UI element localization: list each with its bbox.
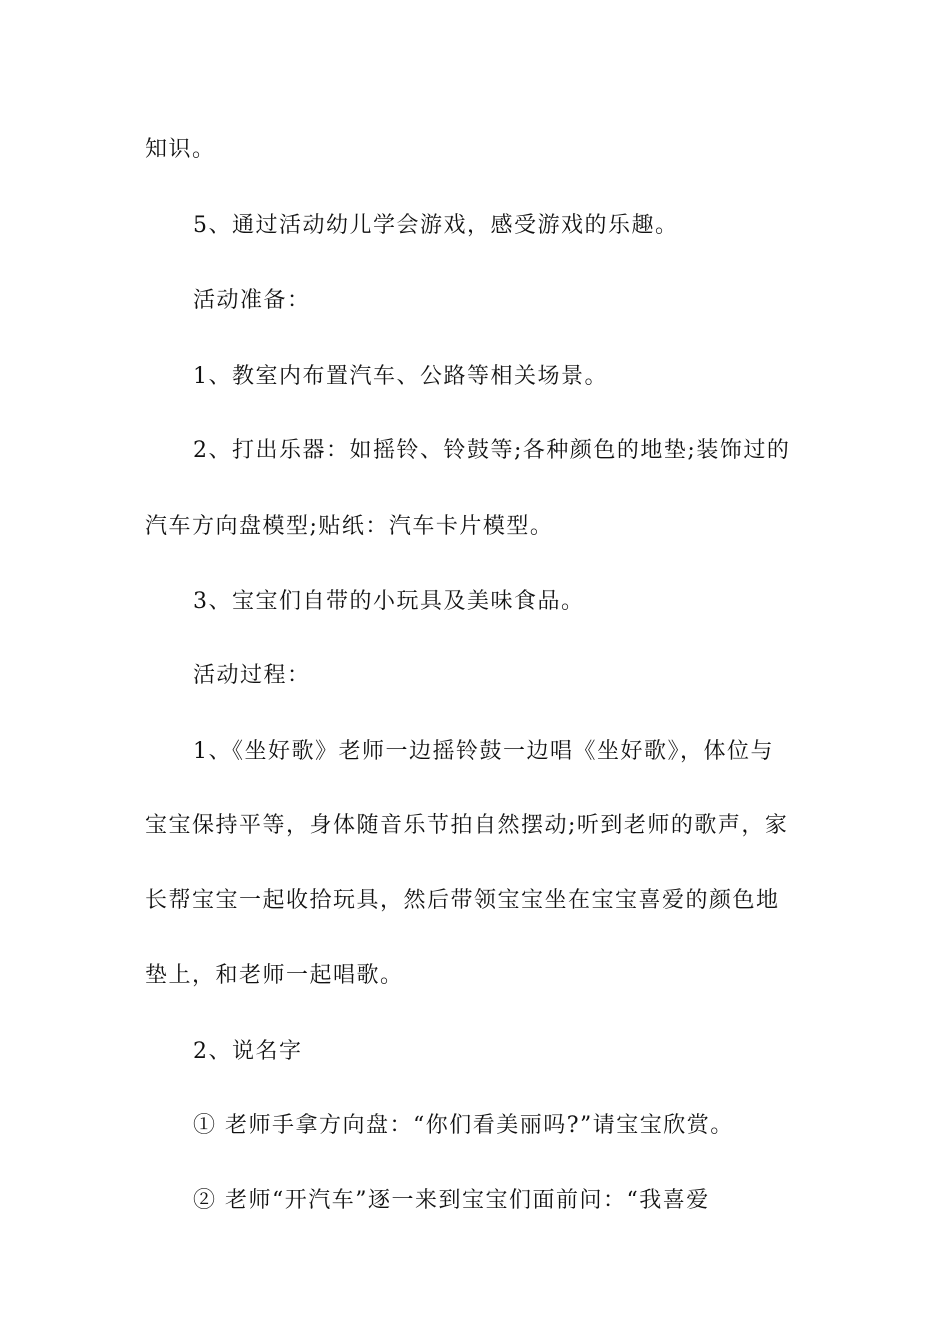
preparation-item-1: 1、教室内布置汽车、公路等相关场景。 — [193, 364, 608, 389]
preparation-item-2: 2、打出乐器：如摇铃、铃鼓等;各种颜色的地垫;装饰过的 — [193, 438, 791, 463]
process-item-1-line-2: 宝宝保持平等，身体随音乐节拍自然摆动;听到老师的歌声，家 — [145, 813, 789, 838]
process-item-1: 1、《坐好歌》老师一边摇铃鼓一边唱《坐好歌》，体位与 — [193, 739, 774, 764]
goal-item-5: 5、通过活动幼儿学会游戏，感受游戏的乐趣。 — [193, 213, 679, 238]
process-item-1-line-3: 长帮宝宝一起收拾玩具，然后带领宝宝坐在宝宝喜爱的颜色地 — [145, 888, 780, 913]
process-step-circled-1: ① 老师手拿方向盘：“你们看美丽吗?”请宝宝欣赏。 — [193, 1113, 734, 1138]
process-item-2: 2、说名字 — [193, 1039, 303, 1064]
process-item-1-line-4: 垫上，和老师一起唱歌。 — [145, 963, 404, 988]
preparation-item-3: 3、宝宝们自带的小玩具及美味食品。 — [193, 589, 585, 614]
process-step-circled-2: ② 老师“开汽车”逐一来到宝宝们面前问：“我喜爱 — [193, 1188, 710, 1213]
section-heading-preparation: 活动准备： — [193, 288, 311, 313]
section-heading-process: 活动过程： — [193, 663, 311, 688]
text-line-continuation: 知识。 — [145, 137, 216, 162]
preparation-item-2-continued: 汽车方向盘模型;贴纸：汽车卡片模型。 — [145, 514, 554, 539]
